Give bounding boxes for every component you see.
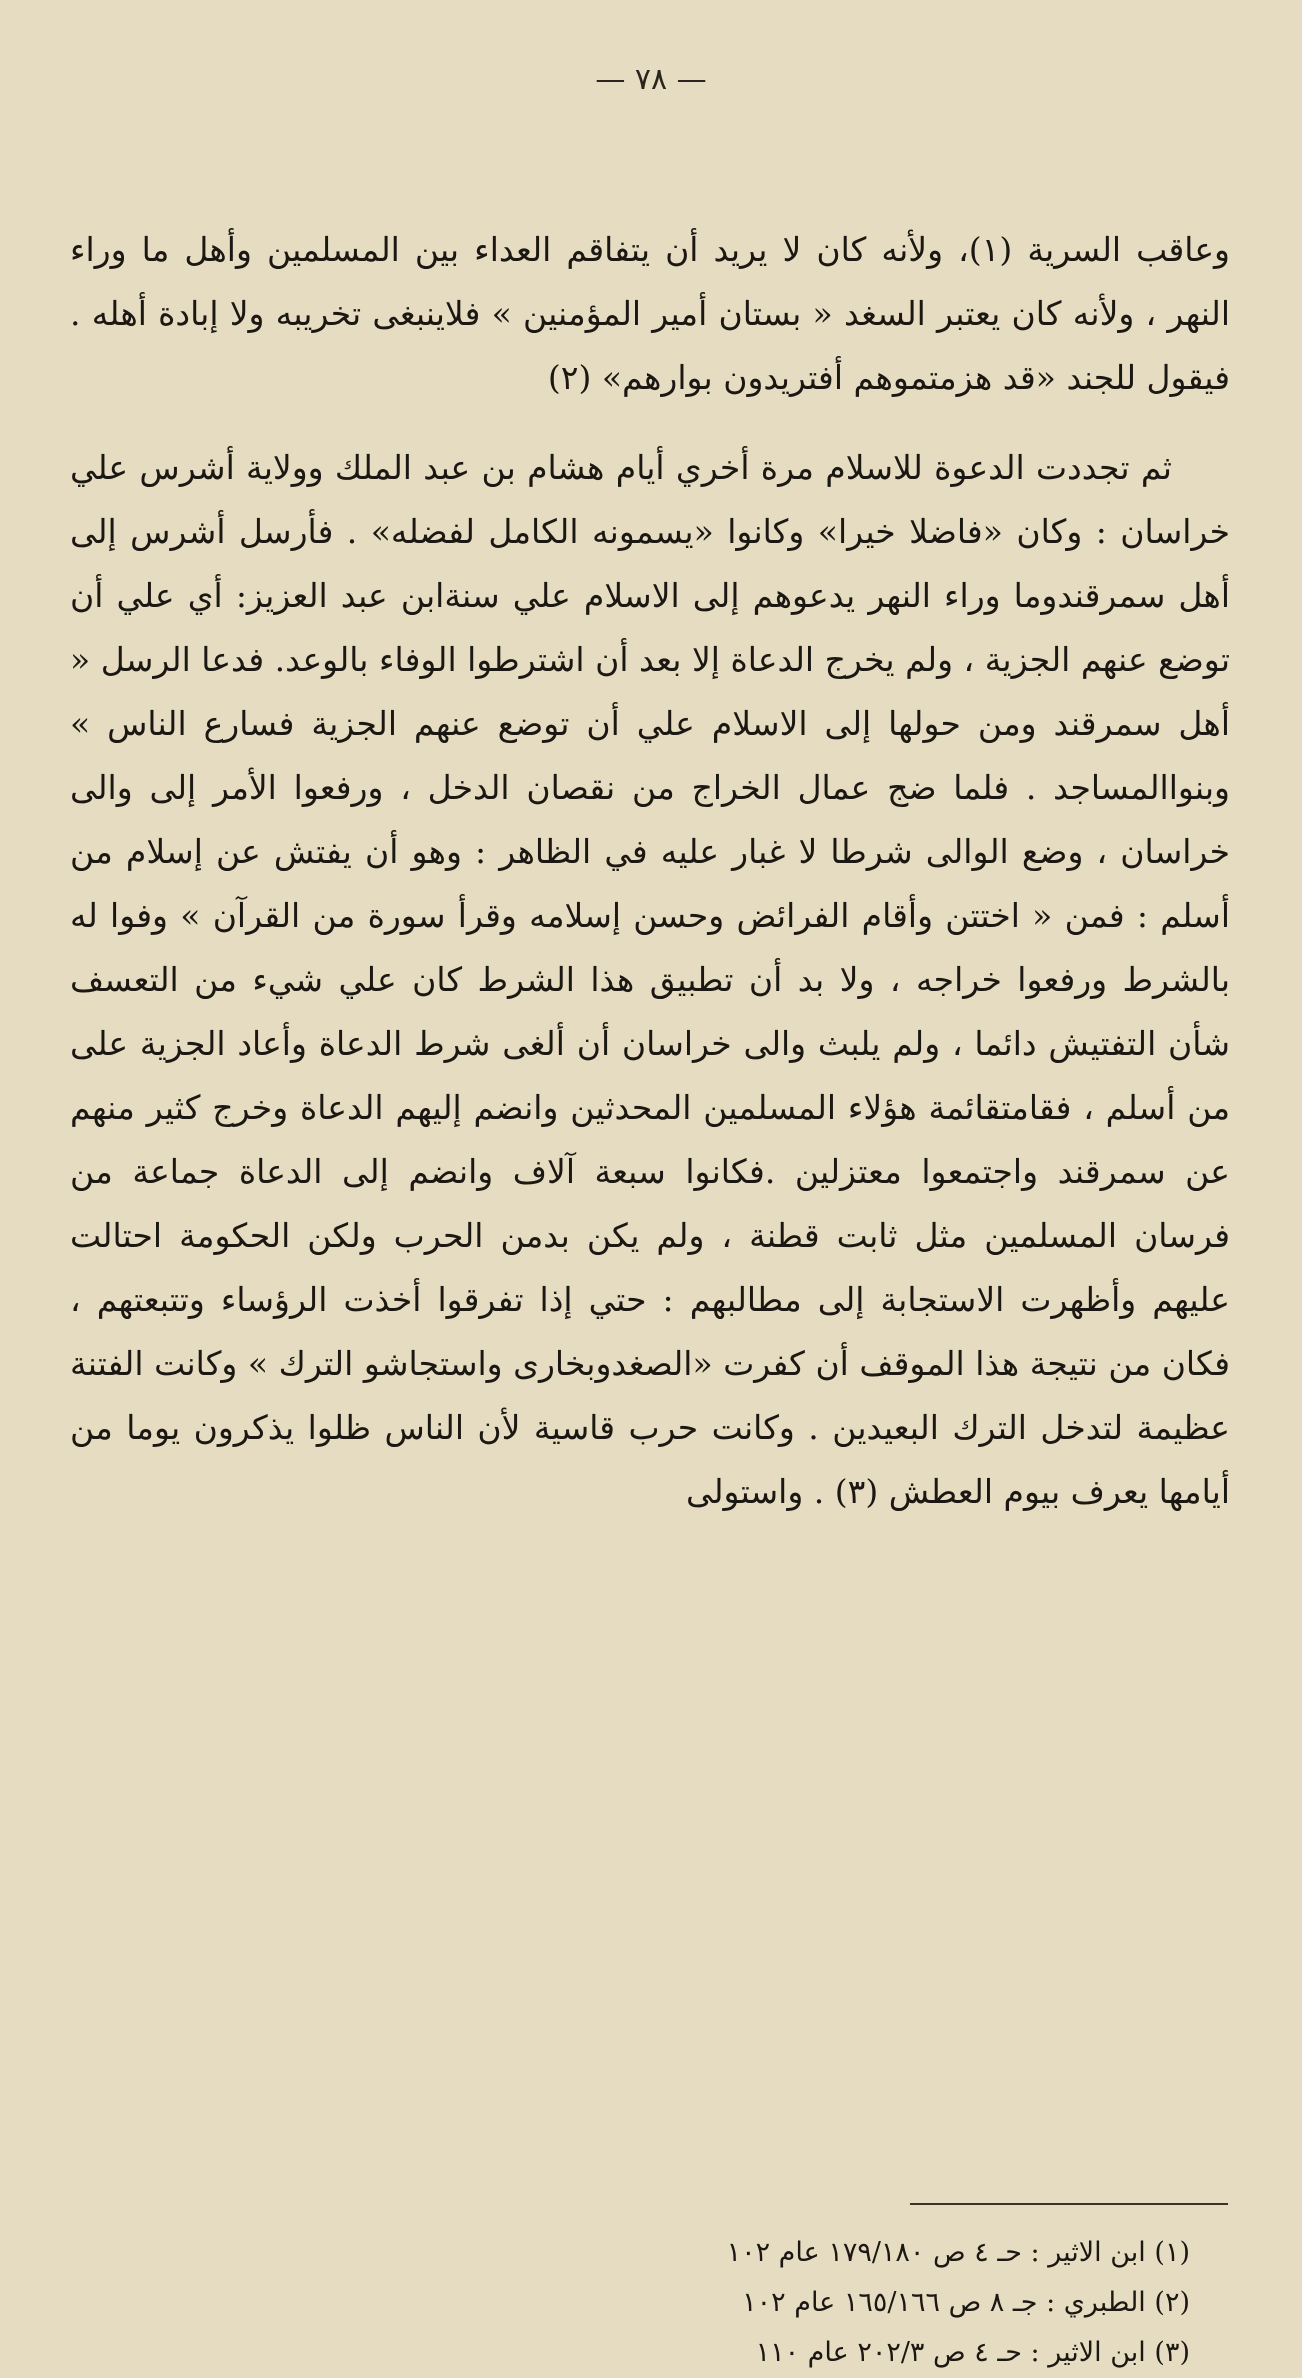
footnote-divider [910,2203,1228,2205]
paragraph-1: وعاقب السرية (١)، ولأنه كان لا يريد أن يتفاقم العداء بين المسلمين وأهل ما وراء النهر ، ولأنه كان يعتبر السغد « بستان أمير المؤمنين » فلاينبغى تخريبه ولا إبادة أهله . فيقول للجند «قد هزمتموهم أفتريدون بوارهم» (٢) [70,230,1230,397]
footnote-2: (٢) الطبري : جـ ٨ ص ١٦٥/١٦٦ عام ١٠٢ [742,2287,1190,2318]
paragraph-2: ثم تجددت الدعوة للاسلام مرة أخري أيام هشام بن عبد الملك وولاية أشرس علي خراسان : وكان «فاضلا خيرا» وكانوا «يسمونه الكامل لفضله» . فأرسل أشرس إلى أهل سمرقندوما وراء النهر يدعوهم إلى الاسلام علي سنةابن عبد العزيز: أي علي أن توضع عنهم الجزية ، ولم يخرج الدعاة إلا بعد أن اشترطوا الوفاء بالوعد. فدعا الرسل « أهل سمرقند ومن حولها إلى الاسلام علي أن توضع عنهم الجزية فسارع الناس » وبنواالمساجد . فلما ضج عمال الخراج من نقصان الدخل ، ورفعوا الأمر إلى والى خراسان ، وضع الوالى شرطا لا غبار عليه في الظاهر : وهو أن يفتش عن إسلام من أسلم : فمن « اختتن وأقام الفرائض وحسن إسلامه وقرأ سورة من القرآن » وفوا له بالشرط ورفعوا خراجه ، ولا بد أن تطبيق هذا الشرط كان علي شيء من التعسف شأن التفتيش دائما ، ولم يلبث والى خراسان أن ألغى شرط الدعاة وأعاد الجزية على من أسلم ، فقامتقائمة هؤلاء المسلمين المحدثين وانضم إليهم الدعاة وخرج كثير منهم عن سمرقند واجتمعوا معتزلين .فكانوا سبعة آلاف وانضم إلى الدعاة جماعة من فرسان المسلمين مثل ثابت قطنة ، ولم يكن بدمن الحرب ولكن الحكومة احتالت عليهم وأظهرت الاستجابة إلى مطالبهم : حتي إذا تفرقوا أخذت الرؤساء وتتبعتهم ، فكان من نتيجة هذا الموقف أن كفرت «الصغدوبخارى واستجاشو الترك » وكانت الفتنة عظيمة لتدخل الترك البعيدين . وكانت حرب قاسية لأن الناس ظلوا يذكرون يوما من أيامها يعرف بيوم العطش (٣) . واستولى [70,448,1230,1511]
page-number: — ٧٨ — [595,62,707,97]
footnotes [70,2228,1190,2378]
body-text [70,218,1230,1524]
footnote-3: (٣) ابن الاثير : حـ ٤ ص ٢٠٢/٣ عام ١١٠ [755,2337,1190,2368]
footnote-1: (١) ابن الاثير : حـ ٤ ص ١٧٩/١٨٠ عام ١٠٢ [726,2237,1190,2268]
